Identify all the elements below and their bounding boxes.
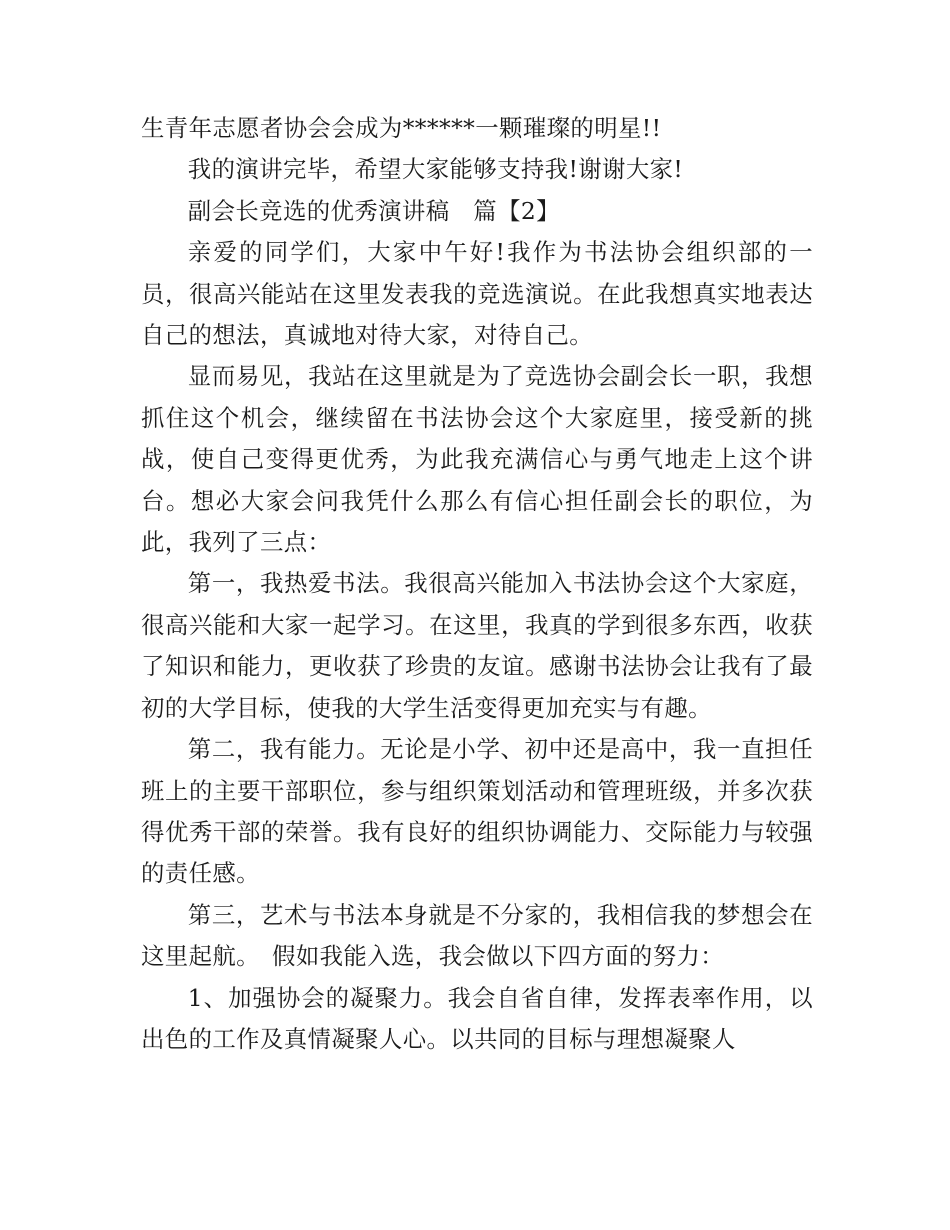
paragraph-2: 我的演讲完毕，希望大家能够支持我!谢谢大家! (187, 155, 684, 184)
paragraph-point-1: 第一，我热爱书法。我很高兴能加入书法协会这个大家庭，很高兴能和大家一起学习。在这里，我真的学到很多东西，收获了知识和能力，更收获了珍贵的友谊。感谢书法协会让我有了最初的大学目标，使我的大学生活变得更加充实与有趣。 (141, 569, 813, 722)
paragraph-point-2: 第二，我有能力。无论是小学、初中还是高中，我一直担任班上的主要干部职位，参与组织策划活动和管理班级，并多次获得优秀干部的荣誉。我有良好的组织协调能力、交际能力与较强的责任感。 (141, 735, 813, 888)
paragraph-point-3: 第三，艺术与书法本身就是不分家的，我相信我的梦想会在这里起航。 假如我能入选，我会做以下四方面的努力： (141, 900, 813, 971)
paragraph-greeting: 亲爱的同学们，大家中午好!我作为书法协会组织部的一员，很高兴能站在这里发表我的竞选演说。在此我想真实地表达自己的想法，真诚地对待大家，对待自己。 (141, 238, 813, 350)
paragraph-1: 生青年志愿者协会会成为******一颗璀璨的明星!! (141, 114, 662, 142)
paragraph-purpose: 显而易见，我站在这里就是为了竞选协会副会长一职，我想抓住这个机会，继续留在书法协会这个大家庭里，接受新的挑战，使自己变得更优秀，为此我充满信心与勇气地走上这个讲台。想必大家会问我凭什么那么有信心担任副会长的职位，为此，我列了三点： (141, 362, 813, 557)
paragraph-effort-1: 1、加强协会的凝聚力。我会自省自律，发挥表率作用，以出色的工作及真情凝聚人心。以共同的目标与理想凝聚人 (141, 983, 813, 1053)
section-heading: 副会长竞选的优秀演讲稿 篇【2】 (187, 196, 560, 225)
document-body (141, 108, 813, 1060)
